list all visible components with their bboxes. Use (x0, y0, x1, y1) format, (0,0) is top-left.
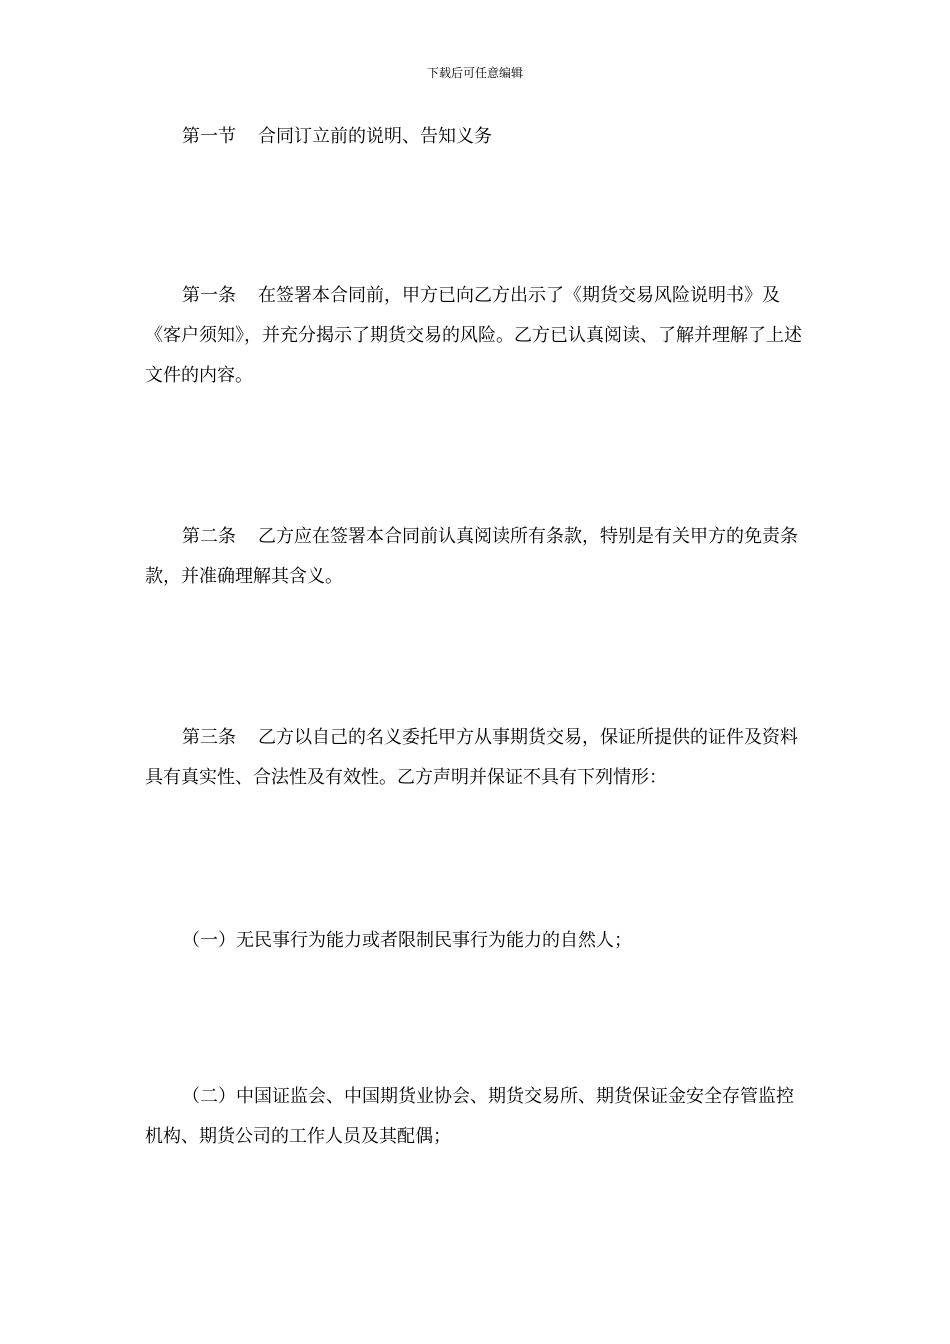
article-text: 乙方以自己的名义委托甲方从事期货交易，保证所提供的证件及资料具有真实性、合法性及有效性。乙方声明并保证不具有下列情形： (145, 727, 798, 788)
article-label: 第二条 (182, 526, 236, 547)
item-text: 无民事行为能力或者限制民事行为能力的自然人； (236, 930, 632, 951)
article-2 (145, 517, 810, 597)
item-label: （一） (182, 930, 236, 951)
download-note: 下载后可任意编辑 (426, 66, 523, 80)
item-label: （二） (182, 1086, 236, 1107)
article-text: 乙方应在签署本合同前认真阅读所有条款，特别是有关甲方的免责条款，并准确理解其含义。 (145, 526, 798, 587)
article-1 (145, 276, 810, 396)
list-item-2 (145, 1077, 810, 1157)
article-3 (145, 718, 810, 798)
article-label: 第一条 (182, 285, 236, 306)
article-text: 在签署本合同前，甲方已向乙方出示了《期货交易风险说明书》及《客户须知》，并充分揭示了期货交易的风险。乙方已认真阅读、了解并理解了上述文件的内容。 (145, 285, 802, 386)
list-item-1 (145, 921, 810, 961)
section-label: 第一节 (182, 126, 236, 147)
item-text: 中国证监会、中国期货业协会、期货交易所、期货保证金安全存管监控机构、期货公司的工作人员及其配偶； (145, 1086, 794, 1147)
section-heading (145, 117, 810, 157)
article-label: 第三条 (182, 727, 236, 748)
section-title: 合同订立前的说明、告知义务 (258, 126, 492, 147)
